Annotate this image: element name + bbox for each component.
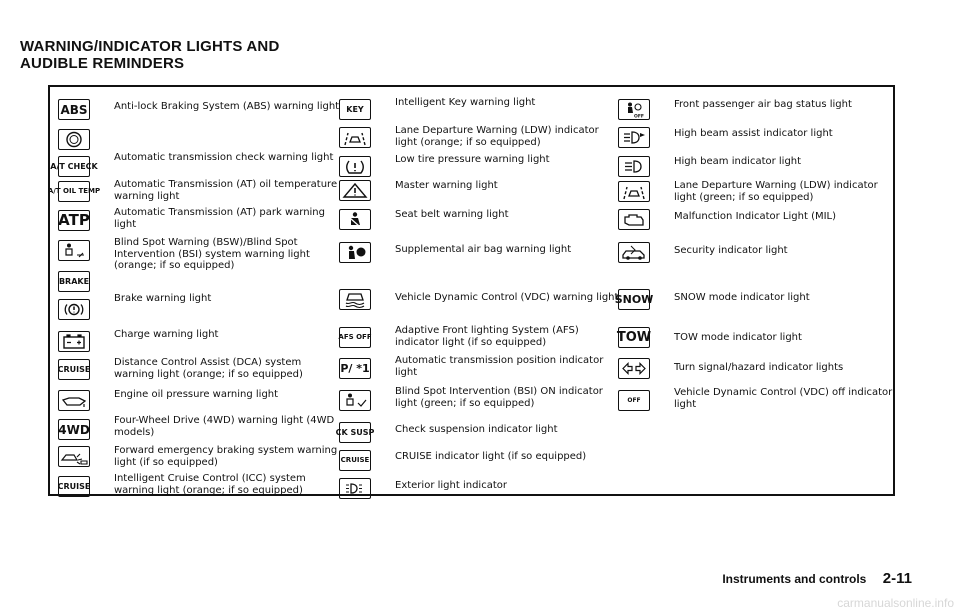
footer-section: Instruments and controls	[722, 572, 867, 586]
indicator-label: Check suspension indicator light	[395, 424, 558, 435]
indicator-label: CRUISE indicator light (if so equipped)	[395, 451, 587, 462]
indicator-label: Intelligent Cruise Control (ICC) system warning light (orange; if so equipped)	[114, 473, 306, 496]
indicator-label: Blind Spot Warning (BSW)/Blind Spot Intervention (BSI) system warning light (orange; if so equipped)	[114, 237, 310, 271]
icon-text: A/T CHECK	[50, 161, 98, 171]
bsi-on-icon	[339, 390, 371, 411]
page-title	[20, 38, 279, 72]
indicator-label: Malfunction Indicator Light (MIL)	[674, 211, 837, 222]
indicator-label: Automatic transmission check warning light	[114, 152, 334, 163]
at-position-icon	[339, 358, 371, 379]
indicator-label: Automatic transmission position indicator light	[395, 355, 604, 378]
indicator-label: Engine oil pressure warning light	[114, 389, 279, 400]
snow-icon	[614, 289, 654, 310]
indicator-label: Anti-lock Braking System (ABS) warning light	[114, 101, 340, 112]
airbag-srs-icon	[58, 129, 90, 150]
indicator-label: Vehicle Dynamic Control (VDC) off indicator light	[674, 387, 893, 410]
watermark: carmanualsonline.info	[837, 596, 954, 610]
vdc-off-icon	[618, 390, 650, 411]
seat-belt-icon	[339, 209, 371, 230]
indicator-label: TOW mode indicator light	[674, 332, 802, 343]
icon-text: CRUISE	[340, 456, 370, 464]
icon-text: ABS	[60, 102, 88, 117]
indicator-label: Automatic Transmission (AT) oil temperature warning light	[114, 179, 338, 202]
brake-text-icon	[58, 271, 90, 292]
indicator-label: Vehicle Dynamic Control (VDC) warning light	[395, 292, 619, 303]
exterior-light-icon	[339, 478, 371, 499]
icon-text: TOW	[616, 330, 652, 345]
column-2	[335, 87, 621, 494]
indicator-label: Intelligent Key warning light	[395, 97, 536, 108]
lane-departure-icon	[339, 127, 371, 148]
at-oil-temp-icon	[47, 181, 101, 202]
4wd-icon	[58, 419, 90, 440]
at-check-icon	[50, 156, 98, 177]
column-1	[47, 87, 340, 496]
master-warning-icon	[339, 180, 371, 201]
indicator-label: Low tire pressure warning light	[395, 154, 550, 165]
indicator-label: Adaptive Front lighting System (AFS) indicator light (if so equipped)	[395, 325, 579, 348]
icon-text: A/T OIL TEMP	[47, 187, 101, 195]
page-title-line-2: AUDIBLE REMINDERS	[20, 55, 185, 72]
indicator-label: High beam indicator light	[674, 156, 802, 167]
indicator-label: Exterior light indicator	[395, 480, 507, 491]
tire-pressure-icon	[339, 156, 371, 177]
indicator-label: Front passenger air bag status light	[674, 99, 852, 110]
icon-text: P/ *1	[340, 362, 370, 375]
icon-text: AFS OFF	[338, 333, 372, 341]
battery-icon	[58, 331, 90, 352]
abs-icon	[58, 99, 90, 120]
indicator-label: SNOW mode indicator light	[674, 292, 810, 303]
indicator-label: Lane Departure Warning (LDW) indicator light (green; if so equipped)	[674, 180, 878, 203]
indicator-label: Forward emergency braking system warning light (if so equipped)	[114, 445, 338, 468]
atp-icon	[58, 210, 90, 231]
engine-mil-icon	[618, 209, 650, 230]
icon-text: KEY	[346, 104, 364, 114]
afs-off-icon	[339, 327, 371, 348]
page-footer	[722, 570, 912, 588]
indicator-label: High beam assist indicator light	[674, 128, 833, 139]
passenger-airbag-off-icon	[618, 99, 650, 120]
indicator-label: Master warning light	[395, 180, 498, 191]
oil-can-icon	[58, 390, 90, 411]
indicator-label: Four-Wheel Drive (4WD) warning light (4WD models)	[114, 415, 335, 438]
page-title-line-1: WARNING/INDICATOR LIGHTS AND	[20, 38, 280, 55]
indicator-label: Charge warning light	[114, 329, 219, 340]
page-number: 2-11	[882, 570, 912, 587]
tow-icon	[618, 327, 650, 348]
airbag-icon	[339, 242, 371, 263]
indicator-label: Distance Control Assist (DCA) system warning light (orange; if so equipped)	[114, 357, 303, 380]
indicator-label: Blind Spot Intervention (BSI) ON indicator light (green; if so equipped)	[395, 386, 603, 409]
svg-text:OFF: OFF	[634, 114, 644, 120]
cruise-indicator-icon	[339, 450, 371, 471]
icon-text: ATP	[58, 211, 90, 229]
blind-spot-icon	[58, 240, 90, 261]
indicator-label: Supplemental air bag warning light	[395, 244, 572, 255]
indicator-label: Turn signal/hazard indicator lights	[674, 362, 844, 373]
icon-text: OFF	[627, 396, 641, 404]
cruise-dca-icon	[58, 359, 90, 380]
security-car-icon	[618, 242, 650, 263]
icon-text: CRUISE	[57, 364, 91, 374]
indicator-label: Brake warning light	[114, 293, 212, 304]
cruise-icc-icon	[58, 476, 90, 497]
icon-text: SNOW	[614, 293, 654, 306]
high-beam-icon	[618, 156, 650, 177]
indicator-table	[48, 85, 895, 496]
forward-braking-icon	[58, 446, 90, 467]
turn-signal-icon	[618, 358, 650, 379]
indicator-label: Security indicator light	[674, 245, 788, 256]
lane-departure-green-icon	[618, 181, 650, 202]
indicator-label: Automatic Transmission (AT) park warning light	[114, 207, 325, 230]
high-beam-assist-icon	[618, 127, 650, 148]
icon-text: CRUISE	[57, 481, 91, 491]
icon-text: 4WD	[58, 422, 90, 437]
indicator-label: Lane Departure Warning (LDW) indicator light (orange; if so equipped)	[395, 125, 599, 148]
vdc-icon	[339, 289, 371, 310]
indicator-label: Seat belt warning light	[395, 209, 509, 220]
icon-text: CK SUSP	[335, 427, 375, 437]
column-3	[614, 87, 900, 494]
brake-circle-icon	[58, 299, 90, 320]
icon-text: BRAKE	[58, 276, 90, 286]
key-icon	[339, 99, 371, 120]
ck-susp-icon	[335, 422, 375, 443]
